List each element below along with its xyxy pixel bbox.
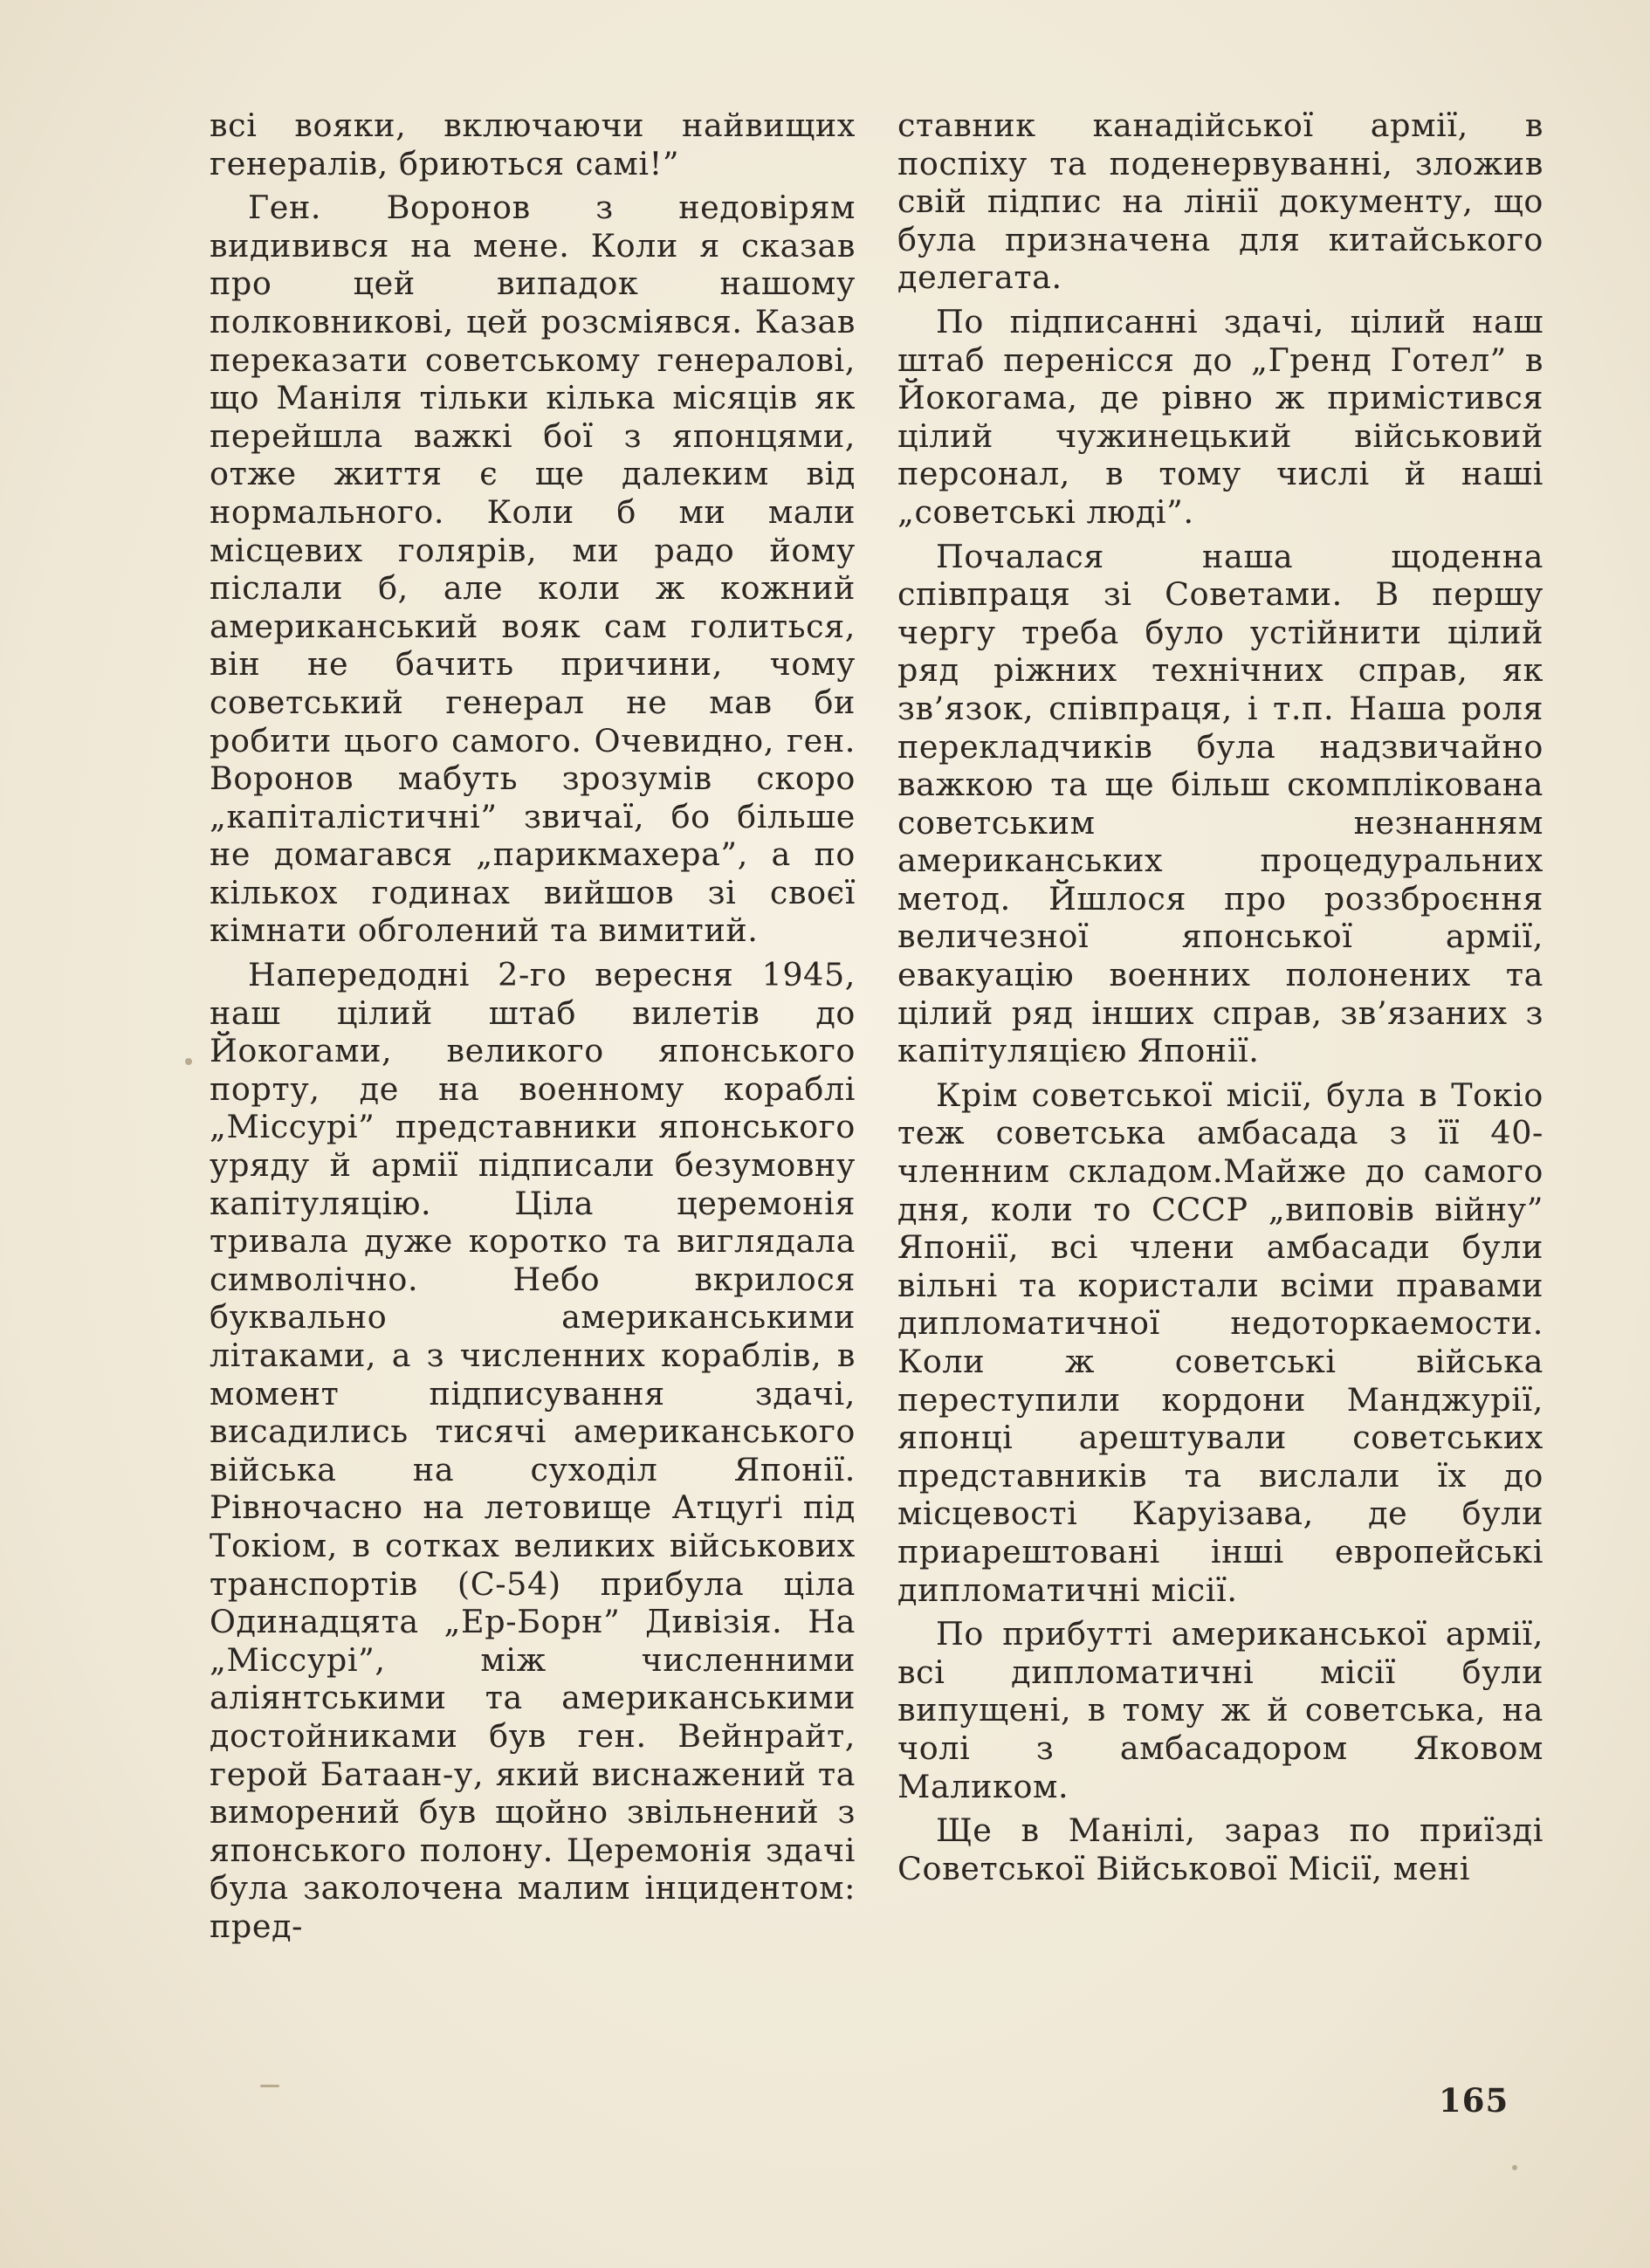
paragraph: Ген. Воронов з недовірям видивився на мене. Коли я сказав про цей випадок нашому полковникові, цей розсміявся. Казав переказати советському генералові, що Маніля тільки кілька місяців як перейшла важкі бої з японцями, отже життя є ще далеким від нормального. Коли б ми мали місцевих голярів, ми радо йому післали б, але коли ж кожний американський вояк сам голиться, він не бачить причини, чому советський генерал не мав би робити цього самого. Очевидно, ген. Воронов мабуть зрозумів скоро „капіталістичні” звичаї, бо більше не домагався „парикмахера”, а по кількох годинах вийшов зі своєї кімнати обголений та вимитий. [210,189,856,950]
smudge-mark [185,1058,192,1065]
smudge-mark [1512,2165,1517,2170]
paragraph: Напередодні 2-го вересня 1945, наш цілий штаб вилетів до Йокогами, великого японського порту, де на военному кораблі „Міссурі” представники японського уряду й армії підписали безумовну капітуляцію. Ціла церемонія тривала дуже коротко та виглядала символічно. Небо вкрилося буквально американськими літаками, а з численних кораблів, в момент підписування здачі, висадились тисячі американського війська на суходіл Японії. Рівночасно на летовище Атцуґі під Токіом, в сотках великих військових транспортів (С-54) прибула ціла Одинадцята „Ер-Борн” Дивізія. На „Міссурі”, між численними аліянтськими та американськими достойниками був ген. Вейнрайт, герой Батаан-у, який виснажений та виморений був щойно звільнений з японського полону. Церемонія здачі була заколочена малим інцидентом: пред- [210,956,856,1945]
smudge-mark [260,2085,279,2087]
paragraph: Ще в Манілі, зараз по приїзді Советської Військової Місії, мені [897,1811,1543,1887]
paragraph: всі вояки, включаючи найвищих генералів, бриються самі!” [210,107,856,182]
right-column [897,107,1543,1893]
paragraph: ставник канадійської армії, в поспіху та поденервуванні, зложив свій підпис на лінії документу, що була призначена для китайського делегата. [897,107,1543,297]
left-column [210,107,856,1952]
page-number: 165 [1439,2081,1509,2120]
paragraph: Крім советської місії, була в Токіо теж советська амбасада з її 40-членним складом.Майже до самого дня, коли то СССР „виповів війну” Японії, всі члени амбасади були вільні та користали всіми правами дипломатичної недоторкаемости. Коли ж советські війська переступили кордони Манджурії, японці арештували советських представників та вислали їх до місцевості Каруізава, де були приарештовані інші европейські дипломатичні місії. [897,1076,1543,1609]
paragraph: По прибутті американської армії, всі дипломатичні місії були випущені, в тому ж й советська, на чолі з амбасадором Яковом Маликом. [897,1615,1543,1805]
paragraph: По підписанні здачі, цілий наш штаб перенісся до „Гренд Готел” в Йокогама, де рівно ж примістився цілий чужинецький військовий персонал, в тому числі й наші „советські люді”. [897,302,1543,531]
paragraph: Почалася наша щоденна співпраця зі Советами. В першу чергу треба було устійнити цілий ряд ріжних технічних справ, як зв’язок, співпраця, і т.п. Наша роля перекладчиків була надзвичайно важкою та ще більш скомплікована советським незнанням американських процедуральних метод. Йшлося про роззброєння величезної японської армії, евакуацію военних полонених та цілий ряд інших справ, зв’язаних з капітуляцією Японії. [897,537,1543,1070]
